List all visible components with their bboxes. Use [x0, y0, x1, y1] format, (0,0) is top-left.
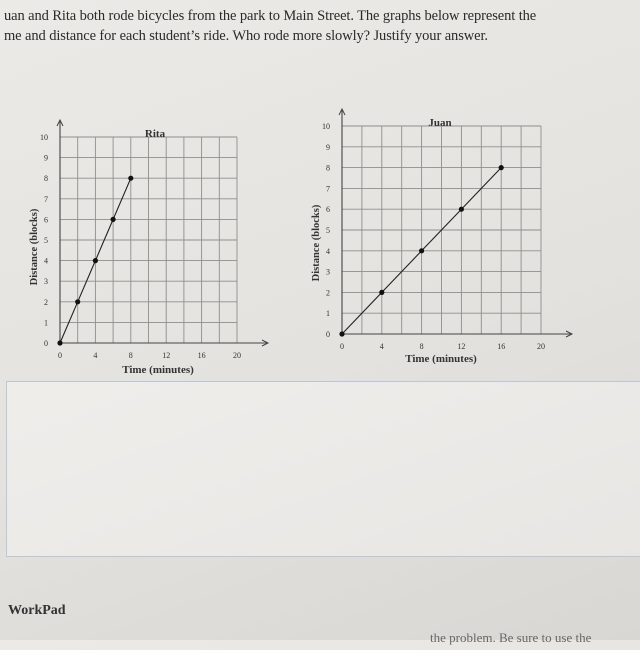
x-tick-label: 20 [537, 342, 545, 351]
data-point [111, 217, 116, 222]
y-tick-label: 8 [44, 174, 48, 184]
y-tick-label: 2 [326, 288, 330, 298]
y-tick-label: 0 [44, 339, 48, 348]
x-tick-label: 4 [93, 351, 98, 360]
data-point [339, 331, 344, 336]
x-axis-label: Time (minutes) [122, 364, 194, 376]
juan-chart [295, 108, 585, 378]
rita-chart [20, 112, 280, 382]
y-tick-label: 7 [44, 194, 48, 204]
y-tick-label: 8 [326, 163, 330, 173]
x-tick-label: 0 [58, 351, 62, 360]
y-tick-label: 10 [40, 133, 48, 142]
x-tick-label: 16 [497, 342, 506, 351]
y-tick-label: 1 [326, 309, 330, 319]
question-text [4, 6, 640, 46]
y-tick-label: 6 [326, 205, 330, 215]
chart-ticks [40, 133, 241, 360]
data-point [57, 340, 62, 345]
workpad-note: the problem. Be sure to use the [430, 630, 592, 645]
y-axis-label: Distance (blocks) [29, 208, 40, 286]
x-tick-label: 4 [379, 342, 384, 351]
y-tick-label: 9 [44, 153, 48, 163]
y-tick-label: 10 [322, 122, 330, 131]
chart-ticks [322, 122, 545, 351]
answer-textbox[interactable] [6, 381, 640, 557]
y-tick-label: 5 [44, 236, 48, 245]
x-tick-label: 8 [419, 342, 424, 351]
y-tick-label: 0 [326, 330, 330, 339]
y-tick-label: 1 [44, 318, 48, 328]
chart-title: Rita [144, 128, 166, 140]
y-tick-label: 2 [44, 297, 48, 307]
chart-axes [57, 120, 268, 346]
x-axis-label: Time (minutes) [405, 353, 477, 365]
chart-axes [339, 109, 572, 337]
y-tick-label: 3 [44, 277, 48, 287]
y-tick-label: 4 [326, 246, 330, 256]
x-tick-label: 16 [197, 351, 206, 360]
data-point [75, 299, 80, 304]
question-line-2: me and distance for each student’s ride. Who rode more slowly? Justify your answer. [4, 28, 488, 44]
question-line-1: uan and Rita both rode bicycles from the park to Main Street. The graphs below represent the [4, 8, 537, 24]
data-point [419, 248, 424, 253]
x-tick-label: 8 [128, 351, 133, 360]
workpad-title: WorkPad [8, 603, 66, 618]
x-tick-label: 12 [457, 342, 466, 351]
y-axis-label: Distance (blocks) [311, 204, 322, 282]
data-point [379, 290, 384, 295]
y-tick-label: 6 [44, 215, 48, 225]
y-tick-label: 3 [326, 267, 330, 277]
chart-title: Juan [428, 117, 452, 129]
x-tick-label: 20 [233, 351, 241, 360]
x-tick-label: 12 [162, 351, 171, 360]
chart-grid [60, 137, 237, 343]
data-point [459, 207, 464, 212]
y-tick-label: 4 [44, 256, 48, 266]
data-point [128, 176, 133, 181]
data-point [499, 165, 504, 170]
y-tick-label: 9 [326, 142, 330, 152]
x-tick-label: 0 [340, 342, 344, 351]
y-tick-label: 7 [326, 184, 330, 194]
y-tick-label: 5 [326, 226, 330, 235]
data-point [93, 258, 98, 263]
